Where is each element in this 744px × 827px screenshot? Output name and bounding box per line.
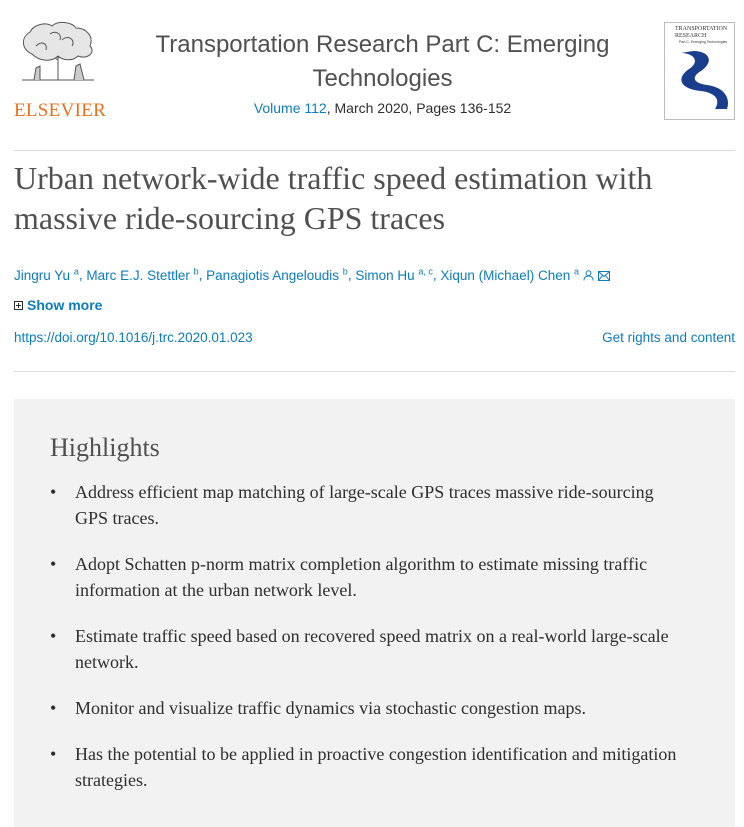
highlight-text: Adopt Schatten p-norm matrix completion algorithm to estimate missing traffic information at the urban network level.	[75, 554, 648, 600]
header-divider	[14, 150, 735, 151]
highlights-list	[50, 479, 690, 813]
cover-title-line: TRANSPORTATION	[675, 26, 728, 32]
highlight-text: Estimate traffic speed based on recovered speed matrix on a real-world large-scale network.	[75, 626, 669, 672]
highlights-panel	[14, 399, 735, 827]
volume-link[interactable]: Volume 112	[253, 100, 327, 116]
bullet: •	[50, 744, 57, 764]
article-header	[0, 0, 744, 150]
journal-title-link[interactable]: Transportation Research Part C: Emerging Technologies	[155, 31, 610, 92]
author-link[interactable]: Marc E.J. Stettler $^b$	[86, 266, 199, 283]
highlights-heading: Highlights	[50, 433, 160, 462]
person-icon[interactable]	[583, 270, 594, 281]
show-more-label: Show more	[27, 297, 103, 313]
plus-icon	[14, 301, 23, 310]
cover-title-line: RESEARCH	[675, 32, 707, 39]
highlight-text: Monitor and visualize traffic dynamics via stochastic congestion maps.	[75, 698, 587, 718]
author-link[interactable]: Jingru Yu $^a$	[14, 266, 79, 283]
bullet: •	[50, 482, 57, 502]
list-item	[50, 623, 690, 675]
list-item	[50, 741, 690, 793]
highlight-text: Has the potential to be applied in proactive congestion identification and mitigation strategies.	[75, 744, 677, 790]
article-title: Urban network-wide traffic speed estimation with massive ride-sourcing GPS traces	[14, 160, 653, 236]
doi-link[interactable]: https://doi.org/10.1016/j.trc.2020.01.023	[14, 330, 253, 345]
rights-link[interactable]: Get rights and content	[602, 330, 735, 345]
journal-info	[120, 28, 645, 116]
list-item	[50, 479, 690, 531]
highlight-text: Address efficient map matching of large-scale GPS traces massive ride-sourcing GPS traces.	[75, 482, 654, 528]
bullet: •	[50, 626, 57, 646]
elsevier-tree-icon	[12, 20, 104, 82]
author-link[interactable]: Xiqun (Michael) Chen $^a$	[440, 266, 579, 283]
bullet: •	[50, 698, 57, 718]
elsevier-wordmark: ELSEVIER	[14, 100, 107, 121]
journal-cover[interactable]	[664, 22, 735, 120]
author-link[interactable]: Simon Hu $^{a, c}$	[355, 266, 433, 283]
road-icon	[671, 49, 729, 111]
email-icon[interactable]	[598, 271, 610, 281]
list-item	[50, 695, 690, 721]
content-divider	[14, 371, 735, 372]
list-item	[50, 551, 690, 603]
author-list: Jingru Yu $^a$, Marc E.J. Stettler $^b$, Panagiotis Angeloudis $^b$, Simon Hu $^{a, c}$, Xiqun (Michael) Chen $^a$	[14, 266, 610, 283]
journal-meta	[120, 100, 645, 116]
author-link[interactable]: Panagiotis Angeloudis $^b$	[206, 266, 348, 283]
elsevier-logo[interactable]	[12, 20, 107, 121]
cover-subtitle: Part C: Emerging Technologies	[679, 40, 728, 44]
issue-info: , March 2020, Pages 136-152	[326, 100, 512, 116]
cover-title	[675, 26, 727, 39]
bullet: •	[50, 554, 57, 574]
show-more-button[interactable]	[14, 297, 102, 313]
